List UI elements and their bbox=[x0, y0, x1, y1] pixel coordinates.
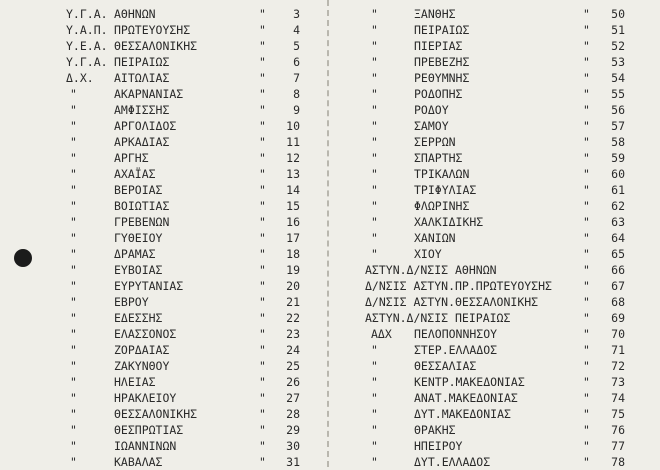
list-item bbox=[0, 198, 660, 214]
right-name: ΔΥΤ.ΜΑΚΕΔΟΝΙΑΣ bbox=[414, 407, 511, 421]
right-name: ΣΤΕΡ.ΕΛΛΑΔΟΣ bbox=[414, 343, 498, 357]
left-number: 3 bbox=[293, 7, 300, 21]
left-ditto: " bbox=[259, 215, 266, 229]
right-prefix: " bbox=[371, 135, 378, 149]
left-prefix: " bbox=[70, 247, 77, 261]
right-ditto: " bbox=[583, 423, 590, 437]
left-number: 10 bbox=[286, 119, 300, 133]
right-number: 54 bbox=[611, 71, 625, 85]
left-prefix: " bbox=[70, 391, 77, 405]
left-number: 19 bbox=[286, 263, 300, 277]
right-name: ΑΣΤΥΝ.Δ/ΝΣΙΣ ΑΘΗΝΩΝ bbox=[365, 263, 497, 277]
left-name: ΑΡΓΟΛΙΔΟΣ bbox=[114, 119, 177, 133]
right-number: 57 bbox=[611, 119, 625, 133]
right-name: ΤΡΙΚΑΛΩΝ bbox=[414, 167, 470, 181]
left-prefix: " bbox=[70, 103, 77, 117]
left-prefix: " bbox=[70, 327, 77, 341]
right-ditto: " bbox=[583, 167, 590, 181]
right-ditto: " bbox=[583, 215, 590, 229]
right-number: 58 bbox=[611, 135, 625, 149]
right-ditto: " bbox=[583, 55, 590, 69]
right-ditto: " bbox=[583, 119, 590, 133]
right-name: ΧΙΟΥ bbox=[414, 247, 442, 261]
left-name: ΖΑΚΥΝΘΟΥ bbox=[114, 359, 170, 373]
right-name: ΣΠΑΡΤΗΣ bbox=[414, 151, 463, 165]
right-name: ΠΡΕΒΕΖΗΣ bbox=[414, 55, 470, 69]
left-name: ΕΥΒΟΙΑΣ bbox=[114, 263, 163, 277]
list-item bbox=[0, 166, 660, 182]
list-item bbox=[0, 454, 660, 470]
right-number: 51 bbox=[611, 23, 625, 37]
left-ditto: " bbox=[259, 391, 266, 405]
left-number: 22 bbox=[286, 311, 300, 325]
right-number: 52 bbox=[611, 39, 625, 53]
left-name: ΑΚΑΡΝΑΝΙΑΣ bbox=[114, 87, 184, 101]
right-name: ΠΙΕΡΙΑΣ bbox=[414, 39, 463, 53]
left-prefix: " bbox=[70, 311, 77, 325]
right-name: ΚΕΝΤΡ.ΜΑΚΕΔΟΝΙΑΣ bbox=[414, 375, 525, 389]
left-prefix: " bbox=[70, 167, 77, 181]
left-prefix: " bbox=[70, 295, 77, 309]
right-number: 62 bbox=[611, 199, 625, 213]
right-ditto: " bbox=[583, 295, 590, 309]
right-prefix: " bbox=[371, 455, 378, 469]
left-prefix: " bbox=[70, 375, 77, 389]
left-name: ΗΛΕΙΑΣ bbox=[114, 375, 156, 389]
list-item bbox=[0, 102, 660, 118]
left-prefix: Υ.Α.Π. bbox=[66, 23, 108, 37]
left-name: ΘΕΣΣΑΛΟΝΙΚΗΣ bbox=[114, 407, 198, 421]
left-ditto: " bbox=[259, 39, 266, 53]
left-prefix: Δ.Χ. bbox=[66, 71, 94, 85]
left-ditto: " bbox=[259, 343, 266, 357]
right-ditto: " bbox=[583, 7, 590, 21]
list-item bbox=[0, 38, 660, 54]
left-number: 24 bbox=[286, 343, 300, 357]
right-prefix: " bbox=[371, 343, 378, 357]
right-name: ΧΑΛΚΙΔΙΚΗΣ bbox=[414, 215, 484, 229]
right-prefix: ΑΔΧ bbox=[371, 327, 392, 341]
left-name: ΓΥΘΕΙΟΥ bbox=[114, 231, 163, 245]
right-prefix: " bbox=[371, 375, 378, 389]
left-prefix: " bbox=[70, 199, 77, 213]
right-prefix: " bbox=[371, 247, 378, 261]
left-number: 5 bbox=[293, 39, 300, 53]
right-number: 53 bbox=[611, 55, 625, 69]
list-item bbox=[0, 54, 660, 70]
left-number: 27 bbox=[286, 391, 300, 405]
left-name: ΕΒΡΟΥ bbox=[114, 295, 149, 309]
left-prefix: " bbox=[70, 87, 77, 101]
right-prefix: " bbox=[371, 87, 378, 101]
left-ditto: " bbox=[259, 71, 266, 85]
left-number: 23 bbox=[286, 327, 300, 341]
left-name: ΠΕΙΡΑΙΩΣ bbox=[114, 55, 170, 69]
left-number: 17 bbox=[286, 231, 300, 245]
right-name: Δ/ΝΣΙΣ ΑΣΤΥΝ.ΠΡ.ΠΡΩΤΕΥΟΥΣΗΣ bbox=[365, 279, 552, 293]
left-number: 8 bbox=[293, 87, 300, 101]
right-ditto: " bbox=[583, 39, 590, 53]
list-item bbox=[0, 326, 660, 342]
left-prefix: Υ.Γ.Α. bbox=[66, 7, 108, 21]
right-prefix: " bbox=[371, 215, 378, 229]
left-name: ΑΘΗΝΩΝ bbox=[114, 7, 156, 21]
left-number: 15 bbox=[286, 199, 300, 213]
left-prefix: " bbox=[70, 407, 77, 421]
left-ditto: " bbox=[259, 359, 266, 373]
right-prefix: " bbox=[371, 151, 378, 165]
list-item bbox=[0, 278, 660, 294]
right-number: 68 bbox=[611, 295, 625, 309]
right-prefix: " bbox=[371, 391, 378, 405]
right-ditto: " bbox=[583, 135, 590, 149]
right-prefix: " bbox=[371, 183, 378, 197]
left-number: 16 bbox=[286, 215, 300, 229]
left-name: ΙΩΑΝΝΙΝΩΝ bbox=[114, 439, 177, 453]
right-name: ΡΟΔΟΥ bbox=[414, 103, 449, 117]
left-ditto: " bbox=[259, 119, 266, 133]
left-number: 12 bbox=[286, 151, 300, 165]
left-name: ΑΡΚΑΔΙΑΣ bbox=[114, 135, 170, 149]
list-item bbox=[0, 294, 660, 310]
left-prefix: " bbox=[70, 439, 77, 453]
left-number: 18 bbox=[286, 247, 300, 261]
right-ditto: " bbox=[583, 455, 590, 469]
left-number: 30 bbox=[286, 439, 300, 453]
right-number: 64 bbox=[611, 231, 625, 245]
left-name: ΚΑΒΑΛΑΣ bbox=[114, 455, 163, 469]
list-item bbox=[0, 134, 660, 150]
right-number: 66 bbox=[611, 263, 625, 277]
right-number: 56 bbox=[611, 103, 625, 117]
left-name: ΘΕΣΠΡΩΤΙΑΣ bbox=[114, 423, 184, 437]
right-ditto: " bbox=[583, 231, 590, 245]
left-name: ΓΡΕΒΕΝΩΝ bbox=[114, 215, 170, 229]
right-ditto: " bbox=[583, 103, 590, 117]
right-prefix: " bbox=[371, 119, 378, 133]
right-name: ΘΕΣΣΑΛΙΑΣ bbox=[414, 359, 477, 373]
left-name: ΑΧΑΪΑΣ bbox=[114, 167, 156, 181]
right-ditto: " bbox=[583, 87, 590, 101]
right-prefix: " bbox=[371, 231, 378, 245]
left-ditto: " bbox=[259, 103, 266, 117]
left-name: ΔΡΑΜΑΣ bbox=[114, 247, 156, 261]
list-item bbox=[0, 310, 660, 326]
right-ditto: " bbox=[583, 407, 590, 421]
left-ditto: " bbox=[259, 7, 266, 21]
list-item bbox=[0, 70, 660, 86]
list-item bbox=[0, 262, 660, 278]
right-name: ΠΕΛΟΠΟΝΝΗΣΟΥ bbox=[414, 327, 498, 341]
right-name: ΡΕΘΥΜΝΗΣ bbox=[414, 71, 470, 85]
right-number: 59 bbox=[611, 151, 625, 165]
right-name: ΤΡΙΦΥΛΙΑΣ bbox=[414, 183, 477, 197]
left-prefix: " bbox=[70, 231, 77, 245]
right-ditto: " bbox=[583, 23, 590, 37]
left-prefix: " bbox=[70, 359, 77, 373]
right-number: 71 bbox=[611, 343, 625, 357]
right-prefix: " bbox=[371, 23, 378, 37]
left-ditto: " bbox=[259, 199, 266, 213]
right-number: 63 bbox=[611, 215, 625, 229]
left-ditto: " bbox=[259, 231, 266, 245]
left-number: 25 bbox=[286, 359, 300, 373]
left-number: 13 bbox=[286, 167, 300, 181]
right-number: 70 bbox=[611, 327, 625, 341]
left-ditto: " bbox=[259, 23, 266, 37]
list-item bbox=[0, 214, 660, 230]
left-number: 6 bbox=[293, 55, 300, 69]
right-prefix: " bbox=[371, 423, 378, 437]
list-item bbox=[0, 422, 660, 438]
left-ditto: " bbox=[259, 151, 266, 165]
left-ditto: " bbox=[259, 407, 266, 421]
right-prefix: " bbox=[371, 439, 378, 453]
left-prefix: " bbox=[70, 423, 77, 437]
list-item bbox=[0, 246, 660, 262]
right-ditto: " bbox=[583, 359, 590, 373]
right-ditto: " bbox=[583, 391, 590, 405]
right-number: 60 bbox=[611, 167, 625, 181]
right-ditto: " bbox=[583, 183, 590, 197]
right-ditto: " bbox=[583, 199, 590, 213]
left-ditto: " bbox=[259, 87, 266, 101]
left-name: ΒΕΡΟΙΑΣ bbox=[114, 183, 163, 197]
list-item bbox=[0, 390, 660, 406]
right-prefix: " bbox=[371, 39, 378, 53]
left-name: ΑΡΓΗΣ bbox=[114, 151, 149, 165]
left-ditto: " bbox=[259, 423, 266, 437]
left-prefix: " bbox=[70, 343, 77, 357]
right-ditto: " bbox=[583, 151, 590, 165]
left-prefix: " bbox=[70, 455, 77, 469]
left-name: ΘΕΣΣΑΛΟΝΙΚΗΣ bbox=[114, 39, 198, 53]
right-prefix: " bbox=[371, 71, 378, 85]
left-number: 20 bbox=[286, 279, 300, 293]
right-ditto: " bbox=[583, 343, 590, 357]
left-ditto: " bbox=[259, 295, 266, 309]
list-item bbox=[0, 438, 660, 454]
left-prefix: " bbox=[70, 119, 77, 133]
left-ditto: " bbox=[259, 135, 266, 149]
left-name: ΗΡΑΚΛΕΙΟΥ bbox=[114, 391, 177, 405]
right-ditto: " bbox=[583, 71, 590, 85]
left-name: ΒΟΙΩΤΙΑΣ bbox=[114, 199, 170, 213]
right-prefix: " bbox=[371, 167, 378, 181]
left-name: ΕΔΕΣΣΗΣ bbox=[114, 311, 163, 325]
left-ditto: " bbox=[259, 279, 266, 293]
right-name: ΡΟΔΟΠΗΣ bbox=[414, 87, 463, 101]
left-name: ΕΥΡΥΤΑΝΙΑΣ bbox=[114, 279, 184, 293]
left-ditto: " bbox=[259, 247, 266, 261]
right-ditto: " bbox=[583, 247, 590, 261]
left-ditto: " bbox=[259, 167, 266, 181]
left-ditto: " bbox=[259, 327, 266, 341]
left-name: ΕΛΑΣΣΟΝΟΣ bbox=[114, 327, 177, 341]
right-number: 73 bbox=[611, 375, 625, 389]
right-ditto: " bbox=[583, 439, 590, 453]
list-item bbox=[0, 230, 660, 246]
right-name: ΗΠΕΙΡΟΥ bbox=[414, 439, 463, 453]
list-item bbox=[0, 6, 660, 22]
right-name: ΣΕΡΡΩΝ bbox=[414, 135, 456, 149]
left-prefix: " bbox=[70, 215, 77, 229]
left-number: 4 bbox=[293, 23, 300, 37]
left-number: 21 bbox=[286, 295, 300, 309]
right-number: 67 bbox=[611, 279, 625, 293]
right-prefix: " bbox=[371, 55, 378, 69]
left-name: ΖΟΡΔΑΙΑΣ bbox=[114, 343, 170, 357]
left-ditto: " bbox=[259, 455, 266, 469]
list-item bbox=[0, 358, 660, 374]
left-number: 14 bbox=[286, 183, 300, 197]
left-ditto: " bbox=[259, 439, 266, 453]
left-number: 9 bbox=[293, 103, 300, 117]
right-number: 65 bbox=[611, 247, 625, 261]
left-ditto: " bbox=[259, 311, 266, 325]
right-number: 55 bbox=[611, 87, 625, 101]
left-number: 29 bbox=[286, 423, 300, 437]
right-number: 77 bbox=[611, 439, 625, 453]
list-item bbox=[0, 86, 660, 102]
right-name: Δ/ΝΣΙΣ ΑΣΤΥΝ.ΘΕΣΣΑΛΟΝΙΚΗΣ bbox=[365, 295, 539, 309]
right-name: ΦΛΩΡΙΝΗΣ bbox=[414, 199, 470, 213]
list-item bbox=[0, 118, 660, 134]
right-ditto: " bbox=[583, 327, 590, 341]
left-ditto: " bbox=[259, 55, 266, 69]
right-number: 74 bbox=[611, 391, 625, 405]
right-number: 72 bbox=[611, 359, 625, 373]
list-item bbox=[0, 342, 660, 358]
list-item bbox=[0, 22, 660, 38]
left-number: 11 bbox=[286, 135, 300, 149]
right-name: ΣΑΜΟΥ bbox=[414, 119, 449, 133]
right-name: ΑΝΑΤ.ΜΑΚΕΔΟΝΙΑΣ bbox=[414, 391, 518, 405]
left-prefix: " bbox=[70, 263, 77, 277]
right-ditto: " bbox=[583, 311, 590, 325]
left-ditto: " bbox=[259, 183, 266, 197]
right-name: ΞΑΝΘΗΣ bbox=[414, 7, 456, 21]
right-name: ΠΕΙΡΑΙΩΣ bbox=[414, 23, 470, 37]
right-prefix: " bbox=[371, 7, 378, 21]
left-name: ΠΡΩΤΕΥΟΥΣΗΣ bbox=[114, 23, 191, 37]
list-item bbox=[0, 182, 660, 198]
right-number: 78 bbox=[611, 455, 625, 469]
left-ditto: " bbox=[259, 375, 266, 389]
left-number: 26 bbox=[286, 375, 300, 389]
left-prefix: " bbox=[70, 183, 77, 197]
right-name: ΔΥΤ.ΕΛΛΑΔΟΣ bbox=[414, 455, 491, 469]
right-number: 76 bbox=[611, 423, 625, 437]
left-number: 7 bbox=[293, 71, 300, 85]
right-name: ΧΑΝΙΩΝ bbox=[414, 231, 456, 245]
left-prefix: Υ.Γ.Α. bbox=[66, 55, 108, 69]
right-prefix: " bbox=[371, 103, 378, 117]
right-ditto: " bbox=[583, 279, 590, 293]
list-item bbox=[0, 150, 660, 166]
right-name: ΑΣΤΥΝ.Δ/ΝΣΙΣ ΠΕΙΡΑΙΩΣ bbox=[365, 311, 511, 325]
left-name: ΑΜΦΙΣΣΗΣ bbox=[114, 103, 170, 117]
left-ditto: " bbox=[259, 263, 266, 277]
left-prefix: Υ.Ε.Α. bbox=[66, 39, 108, 53]
right-number: 69 bbox=[611, 311, 625, 325]
list-item bbox=[0, 374, 660, 390]
right-prefix: " bbox=[371, 407, 378, 421]
left-prefix: " bbox=[70, 135, 77, 149]
right-number: 50 bbox=[611, 7, 625, 21]
right-prefix: " bbox=[371, 359, 378, 373]
left-prefix: " bbox=[70, 279, 77, 293]
left-prefix: " bbox=[70, 151, 77, 165]
right-number: 61 bbox=[611, 183, 625, 197]
left-number: 31 bbox=[286, 455, 300, 469]
left-number: 28 bbox=[286, 407, 300, 421]
right-ditto: " bbox=[583, 263, 590, 277]
right-prefix: " bbox=[371, 199, 378, 213]
right-number: 75 bbox=[611, 407, 625, 421]
right-name: ΘΡΑΚΗΣ bbox=[414, 423, 456, 437]
right-ditto: " bbox=[583, 375, 590, 389]
list-item bbox=[0, 406, 660, 422]
left-name: ΑΙΤΩΛΙΑΣ bbox=[114, 71, 170, 85]
